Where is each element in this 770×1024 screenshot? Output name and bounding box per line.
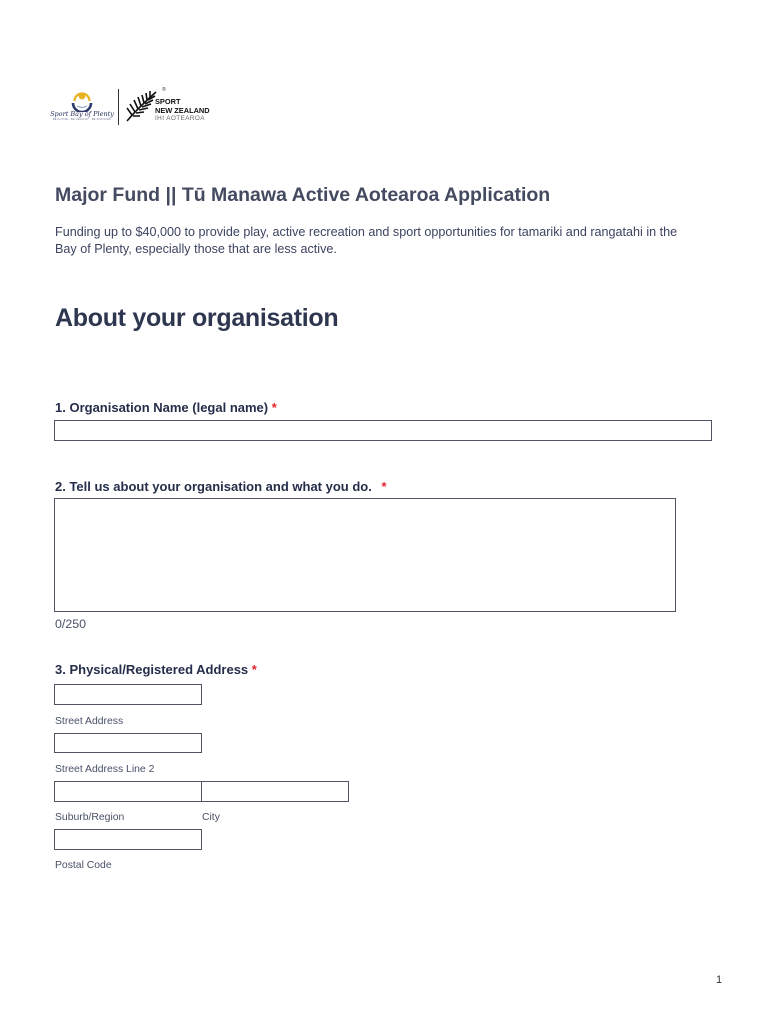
q3-label xyxy=(55,662,257,677)
organisation-description-textarea[interactable] xyxy=(54,498,676,612)
form-title: Major Fund || Tū Manawa Active Aotearoa Application xyxy=(55,184,551,206)
postal-code-label: Postal Code xyxy=(55,860,112,871)
postal-code-input[interactable] xyxy=(54,829,202,850)
registered-mark: ® xyxy=(162,87,166,93)
q2-label-text: 2. Tell us about your organisation and what you do. xyxy=(55,479,372,494)
q2-label xyxy=(55,479,387,494)
street-address-line2-input[interactable] xyxy=(54,733,202,753)
logo-divider xyxy=(118,89,119,125)
q3-label-text: 3. Physical/Registered Address xyxy=(55,662,249,677)
snz-line-ihi-aotearoa: IHI AOTEAROA xyxy=(155,115,205,123)
snz-line-sport: SPORT xyxy=(155,97,181,106)
character-counter: 0/250 xyxy=(55,617,87,631)
suburb-region-input[interactable] xyxy=(54,781,202,802)
street-address-line2-label: Street Address Line 2 xyxy=(55,764,155,775)
sbop-logo-tagline: BE ACTIVE · BE HEALTHY · BE INVOLVED xyxy=(52,118,112,121)
sport-bay-of-plenty-logo xyxy=(50,90,114,124)
suburb-region-label: Suburb/Region xyxy=(55,812,125,823)
organisation-name-input[interactable] xyxy=(54,420,712,441)
snz-wordmark xyxy=(155,98,210,124)
city-input[interactable] xyxy=(201,781,349,802)
street-address-label: Street Address xyxy=(55,716,124,727)
q1-label-text: 1. Organisation Name (legal name) xyxy=(55,400,269,415)
sport-new-zealand-logo xyxy=(124,86,214,126)
sbop-swirl-icon xyxy=(50,90,114,112)
required-marker: * xyxy=(251,662,257,677)
sbop-logo-name: Sport Bay of Plenty xyxy=(50,110,114,118)
q1-label xyxy=(55,400,277,415)
form-description: Funding up to $40,000 to provide play, active recreation and sport opportunities for tamariki and rangatahi in the Bay of Plenty, especially those that are less active. xyxy=(55,225,678,256)
silver-fern-icon xyxy=(124,88,158,124)
snz-line-new-zealand: NEW ZEALAND xyxy=(155,105,210,115)
required-marker: * xyxy=(271,400,277,415)
city-label: City xyxy=(202,812,220,823)
required-marker: * xyxy=(381,479,387,494)
page-number: 1 xyxy=(716,974,723,986)
section-title: About your organisation xyxy=(55,304,339,332)
street-address-input[interactable] xyxy=(54,684,202,705)
